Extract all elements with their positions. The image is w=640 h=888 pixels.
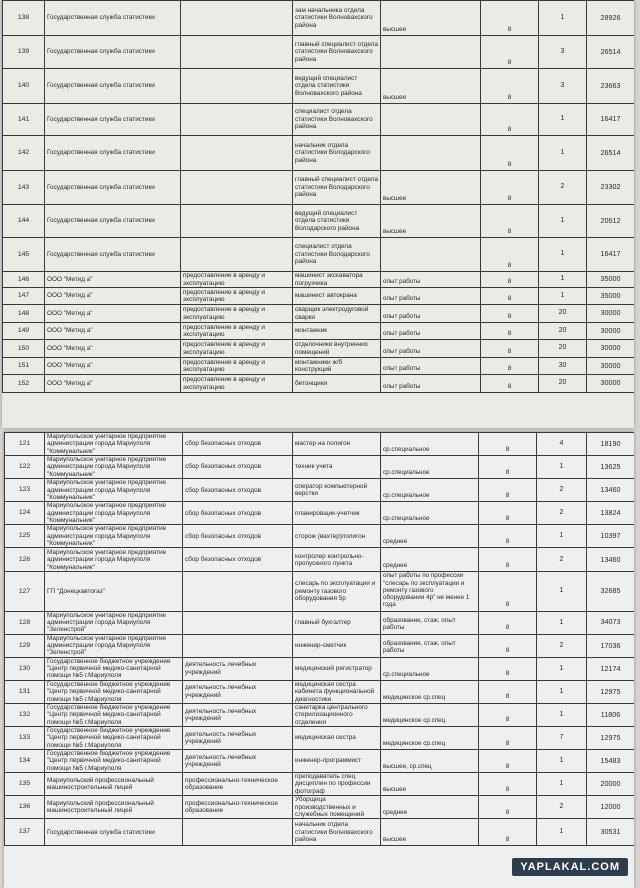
vacancy-count-cell: 1 bbox=[537, 750, 587, 773]
vacancy-count-cell: 1 bbox=[539, 136, 587, 171]
requirements-cell bbox=[381, 238, 481, 272]
vacancy-count-cell: 2 bbox=[537, 548, 587, 572]
activity-type-cell bbox=[183, 634, 293, 657]
activity-type-cell: сбор безопасных отходов bbox=[183, 479, 293, 502]
vacancy-count-cell: 1 bbox=[537, 773, 587, 796]
position-title-cell: санитарка центрального стерилизационного отделения bbox=[293, 703, 381, 726]
position-title-cell: преподаватель спец дисциплин по профессии фотограф bbox=[293, 773, 381, 796]
document-sheet-bottom bbox=[4, 432, 634, 888]
organization-name-cell: ООО "Метид а" bbox=[45, 272, 181, 288]
requirements-cell: опыт работы bbox=[381, 340, 481, 358]
table-row bbox=[5, 773, 635, 796]
salary-cell: 13460 bbox=[587, 548, 635, 572]
organization-name-cell: Государственное бюджетное учреждение "Центр первичной медико-санитарной помощи №5 г.Мариуполя bbox=[45, 680, 183, 703]
row-number-cell: 123 bbox=[5, 479, 45, 502]
salary-cell: 13625 bbox=[587, 456, 635, 479]
organization-name-cell: Государственная служба статистики bbox=[45, 1, 181, 36]
salary-cell: 28926 bbox=[587, 1, 635, 36]
activity-type-cell bbox=[181, 238, 293, 272]
vacancy-count-cell: 30 bbox=[539, 358, 587, 375]
salary-cell: 26514 bbox=[587, 36, 635, 69]
vacancy-table-top bbox=[2, 0, 634, 393]
vacancy-count-cell: 7 bbox=[537, 726, 587, 749]
work-hours-cell: 8 bbox=[481, 36, 539, 69]
activity-type-cell bbox=[181, 36, 293, 69]
organization-name-cell: Мариупольское унитарное предприятие администрации города Мариуполя "Коммунальник" bbox=[45, 433, 183, 456]
work-hours-cell: 8 bbox=[479, 634, 537, 657]
row-number-cell: 132 bbox=[5, 703, 45, 726]
requirements-cell: высшее bbox=[381, 171, 481, 205]
work-hours-cell: 8 bbox=[479, 572, 537, 611]
table-row bbox=[3, 358, 635, 375]
requirements-cell: ср.специальное bbox=[381, 657, 479, 680]
row-number-cell: 137 bbox=[5, 819, 45, 846]
vacancy-count-cell: 1 bbox=[537, 572, 587, 611]
salary-cell: 12174 bbox=[587, 657, 635, 680]
work-hours-cell: 8 bbox=[481, 104, 539, 136]
position-title-cell: главный специалист отдела статистики Володарского района bbox=[293, 171, 381, 205]
activity-type-cell: деятельность лечебных учреждений bbox=[183, 750, 293, 773]
salary-cell: 23302 bbox=[587, 171, 635, 205]
requirements-cell: среднее bbox=[381, 525, 479, 548]
row-number-cell: 145 bbox=[3, 238, 45, 272]
table-row bbox=[5, 634, 635, 657]
position-title-cell: начальник отдела статистики Володарского района bbox=[293, 136, 381, 171]
table-row bbox=[5, 572, 635, 611]
requirements-cell: опыт работы bbox=[381, 288, 481, 305]
vacancy-count-cell: 1 bbox=[537, 819, 587, 846]
table-row bbox=[3, 171, 635, 205]
table-row bbox=[3, 136, 635, 171]
position-title-cell: медицинский регистратор bbox=[293, 657, 381, 680]
table-row bbox=[3, 69, 635, 104]
position-title-cell: инженер-программист bbox=[293, 750, 381, 773]
requirements-cell: среднее bbox=[381, 796, 479, 819]
work-hours-cell: 8 bbox=[479, 750, 537, 773]
position-title-cell: медицинская сестра bbox=[293, 726, 381, 749]
organization-name-cell: Государственное бюджетное учреждение "Центр первичной медико-санитарной помощи №5 г.Мариуполя bbox=[45, 703, 183, 726]
table-row bbox=[3, 1, 635, 36]
organization-name-cell: ГП "Донецкавтогаз" bbox=[45, 572, 183, 611]
requirements-cell: среднее bbox=[381, 548, 479, 572]
vacancy-count-cell: 1 bbox=[539, 272, 587, 288]
activity-type-cell bbox=[181, 171, 293, 205]
vacancy-count-cell: 3 bbox=[539, 69, 587, 104]
row-number-cell: 146 bbox=[3, 272, 45, 288]
table-row bbox=[3, 305, 635, 323]
activity-type-cell: деятельность лечебных учреждений bbox=[183, 726, 293, 749]
position-title-cell: машинист автокрана bbox=[293, 288, 381, 305]
row-number-cell: 121 bbox=[5, 433, 45, 456]
activity-type-cell: профессионально-техническое образование bbox=[183, 773, 293, 796]
table-row bbox=[5, 819, 635, 846]
vacancy-count-cell: 20 bbox=[539, 340, 587, 358]
work-hours-cell: 8 bbox=[481, 305, 539, 323]
position-title-cell: слесарь по эксплуатации и ремонту газового оборудования 5р bbox=[293, 572, 381, 611]
requirements-cell: медицинское ср.спец bbox=[381, 726, 479, 749]
position-title-cell: монтажник bbox=[293, 323, 381, 340]
salary-cell: 12975 bbox=[587, 680, 635, 703]
activity-type-cell bbox=[181, 205, 293, 238]
position-title-cell: специалист отдела статистики Волновахского района bbox=[293, 104, 381, 136]
vacancy-count-cell: 2 bbox=[537, 634, 587, 657]
salary-cell: 15483 bbox=[587, 750, 635, 773]
row-number-cell: 147 bbox=[3, 288, 45, 305]
vacancy-count-cell: 4 bbox=[537, 433, 587, 456]
work-hours-cell: 8 bbox=[481, 375, 539, 393]
activity-type-cell: деятельность лечебных учреждений bbox=[183, 703, 293, 726]
position-title-cell: медицинская сестра кабинета функциональной диагностики bbox=[293, 680, 381, 703]
table-row bbox=[5, 548, 635, 572]
row-number-cell: 127 bbox=[5, 572, 45, 611]
activity-type-cell: предоставление в аренду и эксплуатацию bbox=[181, 375, 293, 393]
work-hours-cell: 8 bbox=[479, 611, 537, 634]
table-row bbox=[3, 323, 635, 340]
organization-name-cell: Мариупольское унитарное предприятие администрации города Мариуполя "Коммунальник" bbox=[45, 502, 183, 525]
requirements-cell bbox=[381, 104, 481, 136]
requirements-cell: высшее bbox=[381, 205, 481, 238]
table-row bbox=[3, 36, 635, 69]
table-row bbox=[5, 502, 635, 525]
activity-type-cell: предоставление в аренду и эксплуатацию bbox=[181, 340, 293, 358]
activity-type-cell: предоставление в аренду и эксплуатацию bbox=[181, 272, 293, 288]
work-hours-cell: 8 bbox=[479, 456, 537, 479]
work-hours-cell: 8 bbox=[481, 136, 539, 171]
work-hours-cell: 8 bbox=[479, 479, 537, 502]
salary-cell: 35000 bbox=[587, 272, 635, 288]
vacancy-count-cell: 1 bbox=[539, 104, 587, 136]
activity-type-cell bbox=[181, 69, 293, 104]
position-title-cell: сторож (вахтер)полигон bbox=[293, 525, 381, 548]
salary-cell: 23663 bbox=[587, 69, 635, 104]
position-title-cell: главный бухгалтер bbox=[293, 611, 381, 634]
row-number-cell: 130 bbox=[5, 657, 45, 680]
vacancy-count-cell: 1 bbox=[537, 703, 587, 726]
salary-cell: 34073 bbox=[587, 611, 635, 634]
work-hours-cell: 8 bbox=[481, 238, 539, 272]
requirements-cell: опыт работы bbox=[381, 375, 481, 393]
organization-name-cell: Государственное бюджетное учреждение "Центр первичной медико-санитарной помощи №5 г.Мариуполя bbox=[45, 750, 183, 773]
table-row bbox=[3, 375, 635, 393]
position-title-cell: бетонщики bbox=[293, 375, 381, 393]
table-row bbox=[3, 104, 635, 136]
row-number-cell: 150 bbox=[3, 340, 45, 358]
vacancy-count-cell: 1 bbox=[539, 205, 587, 238]
work-hours-cell: 8 bbox=[481, 272, 539, 288]
salary-cell: 30000 bbox=[587, 358, 635, 375]
requirements-cell: высшее bbox=[381, 69, 481, 104]
activity-type-cell: сбор безопасных отходов bbox=[183, 525, 293, 548]
position-title-cell: Уборщица производственных и служебных помещений bbox=[293, 796, 381, 819]
work-hours-cell: 8 bbox=[479, 525, 537, 548]
table-row bbox=[5, 433, 635, 456]
work-hours-cell: 8 bbox=[481, 69, 539, 104]
row-number-cell: 124 bbox=[5, 502, 45, 525]
activity-type-cell: предоставление в аренду и эксплуатацию bbox=[181, 358, 293, 375]
site-watermark: YAPLAKAL.COM bbox=[512, 858, 628, 876]
requirements-cell bbox=[381, 36, 481, 69]
activity-type-cell: сбор безопасных отходов bbox=[183, 548, 293, 572]
organization-name-cell: ООО "Метид а" bbox=[45, 323, 181, 340]
table-row bbox=[5, 525, 635, 548]
position-title-cell: ведущий специалист отдела статистики Волновахского района bbox=[293, 69, 381, 104]
row-number-cell: 131 bbox=[5, 680, 45, 703]
activity-type-cell bbox=[181, 1, 293, 36]
row-number-cell: 122 bbox=[5, 456, 45, 479]
position-title-cell: инженер-сметчик bbox=[293, 634, 381, 657]
row-number-cell: 143 bbox=[3, 171, 45, 205]
position-title-cell: начальник отдела статистики Волновахского района bbox=[293, 819, 381, 846]
organization-name-cell: Мариупольский профессиональный машиностроительный лицей bbox=[45, 796, 183, 819]
salary-cell: 30000 bbox=[587, 375, 635, 393]
table-row bbox=[5, 657, 635, 680]
position-title-cell: контролер контрольно-пропускного пункта bbox=[293, 548, 381, 572]
position-title-cell: техник учета bbox=[293, 456, 381, 479]
salary-cell: 13824 bbox=[587, 502, 635, 525]
position-title-cell: специалист отдела статистики Володарского района bbox=[293, 238, 381, 272]
row-number-cell: 128 bbox=[5, 611, 45, 634]
row-number-cell: 141 bbox=[3, 104, 45, 136]
vacancy-count-cell: 2 bbox=[537, 796, 587, 819]
table-row bbox=[3, 238, 635, 272]
vacancy-count-cell: 1 bbox=[537, 611, 587, 634]
row-number-cell: 135 bbox=[5, 773, 45, 796]
organization-name-cell: ООО "Метид а" bbox=[45, 305, 181, 323]
position-title-cell: отделочники внутренних помещений bbox=[293, 340, 381, 358]
organization-name-cell: ООО "Метид а" bbox=[45, 288, 181, 305]
requirements-cell: высшее, ср.спец bbox=[381, 750, 479, 773]
salary-cell: 30000 bbox=[587, 323, 635, 340]
vacancy-count-cell: 2 bbox=[537, 502, 587, 525]
activity-type-cell: сбор безопасных отходов bbox=[183, 433, 293, 456]
requirements-cell: опыт работы по профессии "слесарь по эксплуатации и ремонту газового оборудования 4р" не менее 1 года bbox=[381, 572, 479, 611]
vacancy-count-cell: 1 bbox=[537, 657, 587, 680]
work-hours-cell: 8 bbox=[479, 657, 537, 680]
row-number-cell: 133 bbox=[5, 726, 45, 749]
organization-name-cell: Государственная служба статистики bbox=[45, 69, 181, 104]
work-hours-cell: 8 bbox=[481, 1, 539, 36]
requirements-cell bbox=[381, 136, 481, 171]
organization-name-cell: Мариупольское унитарное предприятие администрации города Мариуполя "Зеленстрой" bbox=[45, 611, 183, 634]
vacancy-count-cell: 2 bbox=[537, 479, 587, 502]
row-number-cell: 136 bbox=[5, 796, 45, 819]
vacancy-count-cell: 1 bbox=[537, 680, 587, 703]
table-row bbox=[5, 703, 635, 726]
organization-name-cell: Государственная служба статистики bbox=[45, 171, 181, 205]
activity-type-cell bbox=[183, 611, 293, 634]
salary-cell: 12975 bbox=[587, 726, 635, 749]
salary-cell: 35000 bbox=[587, 288, 635, 305]
work-hours-cell: 8 bbox=[479, 502, 537, 525]
requirements-cell: высшее bbox=[381, 773, 479, 796]
salary-cell: 18190 bbox=[587, 433, 635, 456]
row-number-cell: 138 bbox=[3, 1, 45, 36]
activity-type-cell: сбор безопасных отходов bbox=[183, 502, 293, 525]
position-title-cell: зам начальника отдела статистики Волновахского района bbox=[293, 1, 381, 36]
requirements-cell: ср.специальное bbox=[381, 502, 479, 525]
position-title-cell: оператор компьютерной верстки bbox=[293, 479, 381, 502]
activity-type-cell: деятельность лечебных учреждений bbox=[183, 657, 293, 680]
requirements-cell: опыт работы bbox=[381, 323, 481, 340]
organization-name-cell: ООО "Метид а" bbox=[45, 340, 181, 358]
requirements-cell: высшее bbox=[381, 819, 479, 846]
salary-cell: 16417 bbox=[587, 104, 635, 136]
row-number-cell: 142 bbox=[3, 136, 45, 171]
salary-cell: 26514 bbox=[587, 136, 635, 171]
row-number-cell: 134 bbox=[5, 750, 45, 773]
work-hours-cell: 8 bbox=[479, 548, 537, 572]
organization-name-cell: Государственная служба статистики bbox=[45, 136, 181, 171]
salary-cell: 30531 bbox=[587, 819, 635, 846]
requirements-cell: опыт работы bbox=[381, 358, 481, 375]
organization-name-cell: Мариупольское унитарное предприятие администрации города Мариуполя "Коммунальник" bbox=[45, 456, 183, 479]
row-number-cell: 140 bbox=[3, 69, 45, 104]
table-row bbox=[5, 456, 635, 479]
vacancy-count-cell: 20 bbox=[539, 375, 587, 393]
salary-cell: 11806 bbox=[587, 703, 635, 726]
organization-name-cell: ООО "Метид а" bbox=[45, 358, 181, 375]
organization-name-cell: Государственная служба статистики bbox=[45, 104, 181, 136]
organization-name-cell: Государственная служба статистики bbox=[45, 36, 181, 69]
position-title-cell: главный специалист отдела статистики Волновахского района bbox=[293, 36, 381, 69]
work-hours-cell: 8 bbox=[481, 288, 539, 305]
row-number-cell: 125 bbox=[5, 525, 45, 548]
work-hours-cell: 8 bbox=[481, 358, 539, 375]
requirements-cell: высшее bbox=[381, 1, 481, 36]
vacancy-count-cell: 1 bbox=[539, 1, 587, 36]
vacancy-table-bottom bbox=[4, 432, 634, 846]
position-title-cell: машинист экскаватора погрузчика bbox=[293, 272, 381, 288]
work-hours-cell: 8 bbox=[479, 773, 537, 796]
activity-type-cell bbox=[181, 104, 293, 136]
organization-name-cell: Мариупольское унитарное предприятие администрации города Мариуполя "Коммунальник" bbox=[45, 479, 183, 502]
requirements-cell: медицинское ср.спец bbox=[381, 680, 479, 703]
salary-cell: 12000 bbox=[587, 796, 635, 819]
organization-name-cell: ООО "Метид а" bbox=[45, 375, 181, 393]
table-row bbox=[5, 611, 635, 634]
position-title-cell: сварщик электродуговой сварки bbox=[293, 305, 381, 323]
position-title-cell: ведущий специалист отдела статистики Володарского района bbox=[293, 205, 381, 238]
requirements-cell: ср.специальное bbox=[381, 479, 479, 502]
table-row bbox=[3, 205, 635, 238]
salary-cell: 20000 bbox=[587, 773, 635, 796]
organization-name-cell: Государственное бюджетное учреждение "Центр первичной медико-санитарной помощи №5 г.Мариуполя bbox=[45, 657, 183, 680]
activity-type-cell bbox=[181, 136, 293, 171]
position-title-cell: мастер на полигон bbox=[293, 433, 381, 456]
requirements-cell: ср.специальное bbox=[381, 433, 479, 456]
vacancy-count-cell: 1 bbox=[537, 525, 587, 548]
vacancy-count-cell: 20 bbox=[539, 323, 587, 340]
work-hours-cell: 8 bbox=[479, 680, 537, 703]
row-number-cell: 144 bbox=[3, 205, 45, 238]
work-hours-cell: 8 bbox=[479, 796, 537, 819]
work-hours-cell: 8 bbox=[481, 171, 539, 205]
table-row bbox=[5, 796, 635, 819]
requirements-cell: медицинское ср.спец bbox=[381, 703, 479, 726]
work-hours-cell: 8 bbox=[481, 205, 539, 238]
table-row bbox=[3, 272, 635, 288]
work-hours-cell: 8 bbox=[479, 703, 537, 726]
work-hours-cell: 8 bbox=[481, 340, 539, 358]
work-hours-cell: 8 bbox=[479, 726, 537, 749]
organization-name-cell: Государственная служба статистики bbox=[45, 238, 181, 272]
row-number-cell: 129 bbox=[5, 634, 45, 657]
vacancy-count-cell: 3 bbox=[539, 36, 587, 69]
requirements-cell: опыт работы bbox=[381, 305, 481, 323]
work-hours-cell: 8 bbox=[479, 819, 537, 846]
row-number-cell: 152 bbox=[3, 375, 45, 393]
row-number-cell: 139 bbox=[3, 36, 45, 69]
row-number-cell: 126 bbox=[5, 548, 45, 572]
salary-cell: 30000 bbox=[587, 340, 635, 358]
activity-type-cell bbox=[183, 572, 293, 611]
salary-cell: 30000 bbox=[587, 305, 635, 323]
row-number-cell: 149 bbox=[3, 323, 45, 340]
salary-cell: 32685 bbox=[587, 572, 635, 611]
vacancy-count-cell: 20 bbox=[539, 305, 587, 323]
activity-type-cell: предоставление в аренду и эксплуатацию bbox=[181, 323, 293, 340]
organization-name-cell: Мариупольское унитарное предприятие администрации города Мариуполя "Коммунальник" bbox=[45, 525, 183, 548]
organization-name-cell: Мариупольское унитарное предприятие администрации города Мариуполя "Коммунальник" bbox=[45, 548, 183, 572]
vacancy-count-cell: 1 bbox=[539, 288, 587, 305]
salary-cell: 20612 bbox=[587, 205, 635, 238]
vacancy-count-cell: 1 bbox=[539, 238, 587, 272]
position-title-cell: планировщик-учетчик bbox=[293, 502, 381, 525]
table-row bbox=[5, 479, 635, 502]
row-number-cell: 151 bbox=[3, 358, 45, 375]
activity-type-cell: предоставление в аренду и эксплуатацию bbox=[181, 305, 293, 323]
organization-name-cell: Государственная служба статистики bbox=[45, 205, 181, 238]
salary-cell: 17036 bbox=[587, 634, 635, 657]
document-sheet-top bbox=[2, 0, 634, 428]
position-title-cell: монтажники ж/б конструкций bbox=[293, 358, 381, 375]
work-hours-cell: 8 bbox=[481, 323, 539, 340]
vacancy-count-cell: 2 bbox=[539, 171, 587, 205]
table-row bbox=[3, 340, 635, 358]
salary-cell: 13460 bbox=[587, 479, 635, 502]
organization-name-cell: Мариупольское унитарное предприятие администрации города Мариуполя "Зеленстрой" bbox=[45, 634, 183, 657]
salary-cell: 10397 bbox=[587, 525, 635, 548]
table-row bbox=[3, 288, 635, 305]
activity-type-cell: деятельность лечебных учреждений bbox=[183, 680, 293, 703]
organization-name-cell: Государственная служба статистики bbox=[45, 819, 183, 846]
row-number-cell: 148 bbox=[3, 305, 45, 323]
table-row bbox=[5, 750, 635, 773]
requirements-cell: образование, стаж, опыт работы bbox=[381, 611, 479, 634]
salary-cell: 16417 bbox=[587, 238, 635, 272]
requirements-cell: образование, стаж, опыт работы bbox=[381, 634, 479, 657]
activity-type-cell: предоставление в аренду и эксплуатацию bbox=[181, 288, 293, 305]
requirements-cell: ср.специальное bbox=[381, 456, 479, 479]
organization-name-cell: Государственное бюджетное учреждение "Центр первичной медико-санитарной помощи №5 г.Мариуполя bbox=[45, 726, 183, 749]
activity-type-cell: сбор безопасных отходов bbox=[183, 456, 293, 479]
work-hours-cell: 8 bbox=[479, 433, 537, 456]
table-row bbox=[5, 680, 635, 703]
table-row bbox=[5, 726, 635, 749]
vacancy-count-cell: 1 bbox=[537, 456, 587, 479]
organization-name-cell: Мариупольский профессиональный машиностроительный лицей bbox=[45, 773, 183, 796]
activity-type-cell bbox=[183, 819, 293, 846]
requirements-cell: опыт работы bbox=[381, 272, 481, 288]
activity-type-cell: профессионально-техническое образование bbox=[183, 796, 293, 819]
